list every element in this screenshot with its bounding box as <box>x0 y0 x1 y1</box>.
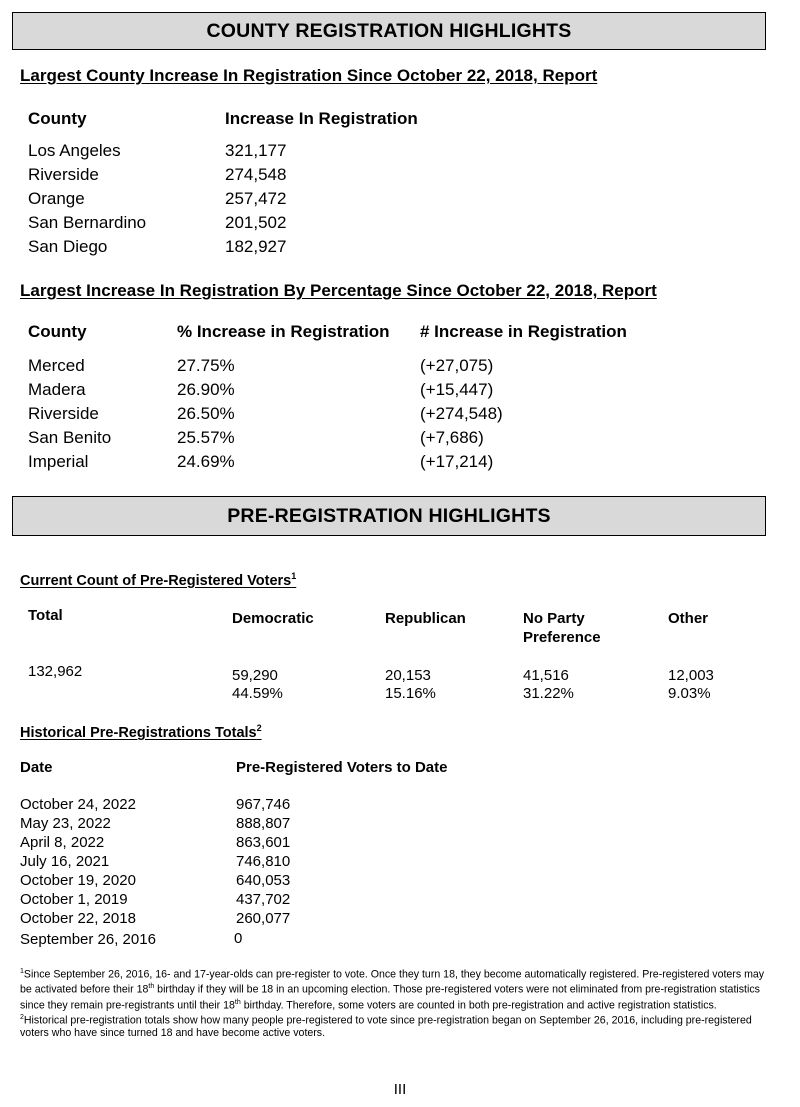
current-npp-count: 41,516 <box>523 667 569 684</box>
current-rep-count: 20,153 <box>385 667 431 684</box>
largest-col-county: County <box>28 109 87 128</box>
pct-row-percent: 26.90% <box>177 380 235 399</box>
current-rep-pct: 15.16% <box>385 685 436 702</box>
footnote-1-text-b: birthday if they will be 18 in an upcoming election. Those pre-registered voters were not eliminated from pre-registration statistics since they remain pre-registrants until their 18 <box>20 983 760 1012</box>
percentage-increase-title: Largest Increase In Registration By Percentage Since October 22, 2018, Report <box>20 281 657 300</box>
historical-row-date: October 1, 2019 <box>20 891 128 908</box>
footnote-2-mark: 2 <box>20 1013 24 1021</box>
historical-row-date: October 19, 2020 <box>20 872 136 889</box>
pct-row-county: San Benito <box>28 428 112 447</box>
historical-col-date: Date <box>20 759 53 776</box>
pct-row-number: (+7,686) <box>420 428 484 447</box>
largest-row-increase: 274,548 <box>225 165 287 184</box>
footnote-1-text-a: Since September 26, 2016, 16- and 17-year-olds can pre-register to vote. Once they turn 18, they become automatically registered. Pre-registered voters may be activated before their 18 <box>20 968 765 996</box>
current-dem-count: 59,290 <box>232 667 278 684</box>
largest-row-county: San Bernardino <box>28 213 147 232</box>
current-total-value: 132,962 <box>28 663 83 680</box>
largest-row-county: Orange <box>28 189 85 208</box>
current-count-title <box>20 571 296 589</box>
footnote-1-sup-b: th <box>234 998 241 1006</box>
footnote-2-text: Historical pre-registration totals show how many people pre-registered to vote since pre-registration began on September 26, 2016, including pre-registered voters who have since turned 18 and have become active voters. <box>20 1014 752 1040</box>
page-number: III <box>393 1081 407 1098</box>
historical-col-voters: Pre-Registered Voters to Date <box>236 759 448 776</box>
largest-row-county: Los Angeles <box>28 141 121 160</box>
pct-row-county: Merced <box>28 356 85 375</box>
pct-row-county: Imperial <box>28 452 89 471</box>
footnote-ref-1: 1 <box>291 571 297 581</box>
historical-row-date: May 23, 2022 <box>20 815 111 832</box>
historical-row-voters: 863,601 <box>236 834 291 851</box>
largest-row-increase: 201,502 <box>225 213 287 232</box>
historical-row-date: September 26, 2016 <box>20 931 156 948</box>
current-count-title-text: Current Count of Pre-Registered Voters <box>20 572 292 589</box>
historical-row-date: October 24, 2022 <box>20 796 136 813</box>
pct-row-number: (+17,214) <box>420 452 494 471</box>
footnote-1-mark: 1 <box>20 968 24 975</box>
historical-row-voters: 640,053 <box>236 872 291 889</box>
historical-row-date: July 16, 2021 <box>20 853 110 870</box>
historical-row-date: April 8, 2022 <box>20 834 105 851</box>
current-col-npp-line1: No Party <box>523 610 585 627</box>
footnote-1-text-c: birthday. Therefore, some voters are counted in both pre-registration and active registration statistics. <box>240 999 717 1012</box>
historical-row-voters: 888,807 <box>236 815 291 832</box>
pct-row-percent: 27.75% <box>177 356 235 375</box>
current-npp-pct: 31.22% <box>523 685 574 702</box>
historical-row-voters: 746,810 <box>236 853 291 870</box>
current-dem-pct: 44.59% <box>232 685 283 702</box>
pct-row-number: (+15,447) <box>420 380 494 399</box>
current-col-npp <box>523 609 601 647</box>
current-other-count: 12,003 <box>668 667 714 684</box>
largest-row-county: San Diego <box>28 237 108 256</box>
historical-title <box>20 723 262 741</box>
county-highlights-banner <box>12 12 766 50</box>
footnote-1 <box>20 966 776 1012</box>
pct-row-percent: 26.50% <box>177 404 235 423</box>
current-col-republican: Republican <box>385 610 466 627</box>
historical-row-voters: 260,077 <box>236 910 291 927</box>
historical-row-voters: 437,702 <box>236 891 291 908</box>
historical-title-text: Historical Pre-Registrations Totals <box>20 724 257 741</box>
largest-row-county: Riverside <box>28 165 99 184</box>
largest-increase-title: Largest County Increase In Registration Since October 22, 2018, Report <box>20 66 598 85</box>
pct-row-number: (+27,075) <box>420 356 494 375</box>
pct-row-county: Riverside <box>28 404 99 423</box>
prereg-highlights-heading: PRE-REGISTRATION HIGHLIGHTS <box>227 504 551 527</box>
pct-col-number: # Increase in Registration <box>420 322 627 341</box>
historical-row-voters: 0 <box>234 930 243 947</box>
largest-row-increase: 321,177 <box>225 141 287 160</box>
pct-col-county: County <box>28 322 87 341</box>
largest-col-increase: Increase In Registration <box>225 109 418 128</box>
current-other-pct: 9.03% <box>668 685 711 702</box>
footnote-2 <box>20 1012 776 1040</box>
pct-row-county: Madera <box>28 380 86 399</box>
largest-row-increase: 182,927 <box>225 237 287 256</box>
current-col-npp-line2: Preference <box>523 629 601 646</box>
historical-row-date: October 22, 2018 <box>20 910 136 927</box>
current-col-total: Total <box>28 607 63 624</box>
footnote-1-sup-a: th <box>148 983 155 991</box>
pct-col-percent: % Increase in Registration <box>177 322 390 341</box>
largest-row-increase: 257,472 <box>225 189 287 208</box>
pct-row-number: (+274,548) <box>420 404 503 423</box>
footnotes <box>20 966 776 1040</box>
prereg-highlights-banner <box>12 496 766 536</box>
footnote-ref-2: 2 <box>256 723 262 733</box>
pct-row-percent: 25.57% <box>177 428 235 447</box>
historical-row-voters: 967,746 <box>236 796 291 813</box>
pct-row-percent: 24.69% <box>177 452 235 471</box>
county-highlights-heading: COUNTY REGISTRATION HIGHLIGHTS <box>206 19 572 42</box>
current-col-other: Other <box>668 610 709 627</box>
current-col-democratic: Democratic <box>232 610 314 627</box>
